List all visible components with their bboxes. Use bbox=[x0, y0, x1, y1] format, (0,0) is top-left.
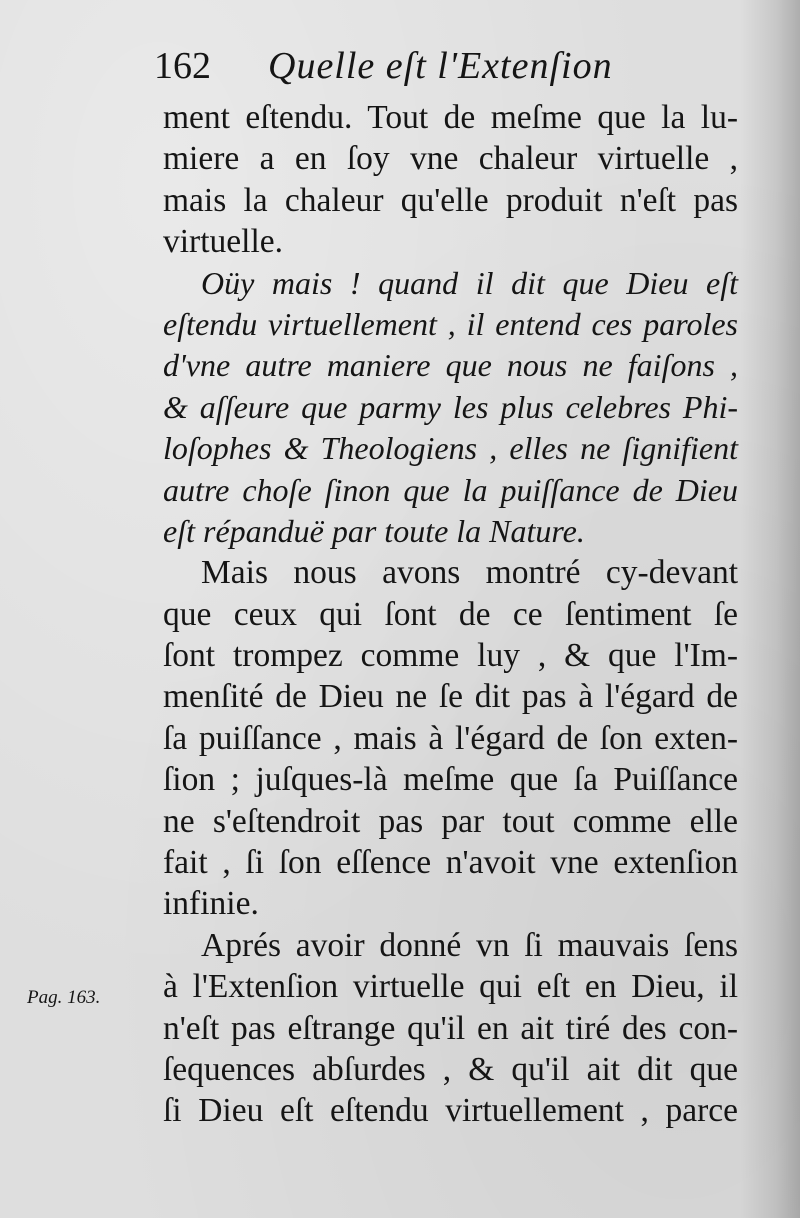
text-line: ſion ; juſques-là meſme que ſa Puiſſance bbox=[163, 761, 738, 799]
text-line: virtuelle. bbox=[163, 223, 283, 261]
page-number: 162 bbox=[154, 45, 211, 87]
text-line: ment eſtendu. Tout de meſme que la lu- bbox=[163, 99, 738, 136]
text-line: ſa puiſſance , mais à l'égard de ſon exten- bbox=[163, 719, 738, 757]
text-line: eſtendu virtuellement , il entend ces paroles bbox=[163, 305, 738, 342]
text-line: ſequences abſurdes , & qu'il ait dit que bbox=[163, 1050, 738, 1088]
text-line: autre choſe ſinon que la puiſſance de Dieu bbox=[163, 471, 738, 508]
text-line: que ceux qui ſont de ce ſentiment ſe bbox=[163, 595, 738, 633]
body-text bbox=[163, 97, 738, 1132]
text-line: fait , ſi ſon eſſence n'avoit vne extenſion bbox=[163, 844, 738, 882]
text-line: & aſſeure que parmy les plus celebres Phi- bbox=[163, 388, 738, 425]
text-line: Mais nous avons montré cy-devant bbox=[201, 554, 738, 592]
text-line: Aprés avoir donné vn ſi mauvais ſens bbox=[201, 926, 738, 964]
text-line: n'eſt pas eſtrange qu'il en ait tiré des con- bbox=[163, 1009, 738, 1047]
text-line: à l'Extenſion virtuelle qui eſt en Dieu, il bbox=[163, 968, 738, 1006]
running-head bbox=[150, 36, 750, 96]
text-line: mais la chaleur qu'elle produit n'eſt pas bbox=[163, 181, 738, 219]
text-line: d'vne autre maniere que nous ne faiſons , bbox=[163, 347, 738, 384]
text-line: ſi Dieu eſt eſtendu virtuellement , parce bbox=[163, 1092, 738, 1130]
text-line: ſont trompez comme luy , & que l'Im- bbox=[163, 637, 738, 675]
text-line: menſité de Dieu ne ſe dit pas à l'égard de bbox=[163, 678, 738, 716]
text-line: loſophes & Theologiens , elles ne ſignifient bbox=[163, 430, 738, 467]
text-line: eſt répanduë par toute la Nature. bbox=[163, 512, 585, 549]
text-line: Oüy mais ! quand il dit que Dieu eſt bbox=[201, 264, 738, 301]
marginal-page-reference: Pag. 163. bbox=[27, 987, 101, 1008]
running-title: Quelle eſt l'Extenſion bbox=[268, 45, 613, 87]
text-line: infinie. bbox=[163, 885, 259, 923]
text-line: ne s'eſtendroit pas par tout comme elle bbox=[163, 802, 738, 840]
text-line: miere a en ſoy vne chaleur virtuelle , bbox=[163, 140, 738, 178]
page-gutter-shadow bbox=[740, 0, 800, 1218]
